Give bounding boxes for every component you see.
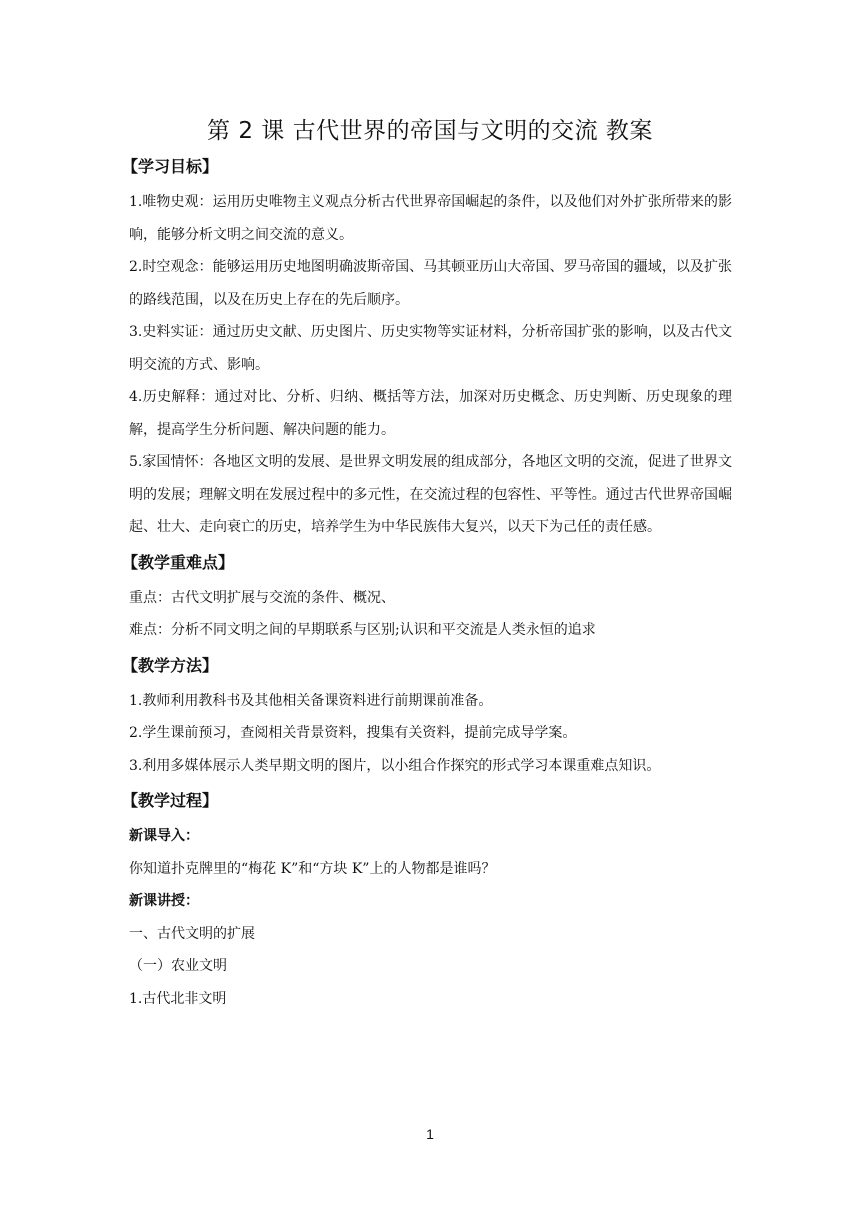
objective-item: 3.史料实证：通过历史文献、历史图片、历史实物等实证材料，分析帝国扩张的影响，以及古代文明交流的方式、影响。 bbox=[129, 324, 732, 373]
section-heading-methods: 【教学方法】 bbox=[122, 655, 219, 675]
section-heading-key-points: 【教学重难点】 bbox=[122, 552, 235, 572]
method-item: 2.学生课前预习，查阅相关背景资料，搜集有关资料，提前完成导学案。 bbox=[129, 725, 577, 741]
document-body bbox=[122, 152, 732, 1015]
process-line: （一）农业文明 bbox=[129, 958, 227, 974]
method-item: 1.教师利用教科书及其他相关备课资料进行前期课前准备。 bbox=[129, 692, 493, 709]
objective-item: 4.历史解释：通过对比、分析、归纳、概括等方法，加深对历史概念、历史判断、历史现象的理解，提高学生分析问题、解决问题的能力。 bbox=[129, 389, 732, 438]
method-item: 3.利用多媒体展示人类早期文明的图片，以小组合作探究的形式学习本课重难点知识。 bbox=[129, 757, 661, 774]
objective-item: 1.唯物史观：运用历史唯物主义观点分析古代世界帝国崛起的条件，以及他们对外扩张所带来的影响，能够分析文明之间交流的意义。 bbox=[129, 194, 732, 243]
objective-item: 5.家国情怀：各地区文明的发展、是世界文明发展的组成部分，各地区文明的交流，促进了世界文明的发展；理解文明在发展过程中的多元性，在交流过程的包容性、平等性。通过古代世界帝国崛起、壮大、走向衰亡的历史，培养学生为中华民族伟大复兴，以天下为己任的责任感。 bbox=[129, 454, 732, 535]
key-point-item: 难点：分析不同文明之间的早期联系与区别;认识和平交流是人类永恒的追求 bbox=[129, 622, 596, 638]
page-number: 1 bbox=[426, 1126, 434, 1142]
lecture-label: 新课讲授： bbox=[129, 893, 199, 909]
key-point-item: 重点：古代文明扩展与交流的条件、概况、 bbox=[129, 589, 395, 606]
process-line: 1.古代北非文明 bbox=[129, 990, 227, 1007]
section-heading-objectives: 【学习目标】 bbox=[122, 157, 219, 176]
process-line: 一、古代文明的扩展 bbox=[129, 925, 255, 942]
intro-text: 你知道扑克牌里的“梅花 K”和“方块 K”上的人物都是谁吗？ bbox=[129, 860, 496, 877]
document-title: 第 2 课 古代世界的帝国与文明的交流 教案 bbox=[207, 118, 653, 144]
intro-label: 新课导入： bbox=[129, 828, 199, 844]
section-heading-process: 【教学过程】 bbox=[122, 791, 219, 810]
objective-item: 2.时空观念：能够运用历史地图明确波斯帝国、马其顿亚历山大帝国、罗马帝国的疆域，以及扩张的路线范围，以及在历史上存在的先后顺序。 bbox=[129, 259, 732, 308]
